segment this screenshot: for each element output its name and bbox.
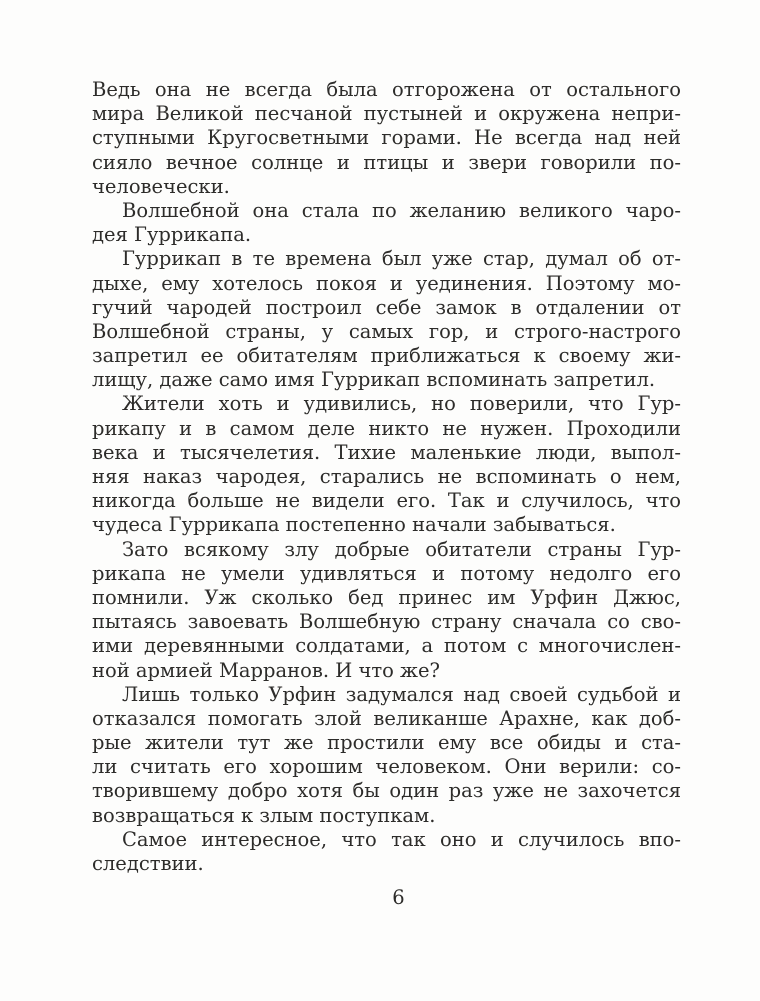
text-line: чудеса Гуррикапа постепенно начали забываться. xyxy=(92,513,616,537)
paragraph xyxy=(92,199,681,247)
text-line: Зато всякому злу добрые обитатели страны Гур- xyxy=(122,537,681,561)
text-line: Жители хоть и удивились, но поверили, что Гур- xyxy=(122,392,681,416)
paragraph xyxy=(92,78,681,199)
text-line: человечески. xyxy=(92,174,230,198)
paragraph xyxy=(92,392,681,537)
text-line: Ведь она не всегда была отгорожена от остального xyxy=(92,78,681,101)
text-line: следствии. xyxy=(92,852,204,875)
text-line: запретил ее обитателям приближаться к своему жи- xyxy=(92,344,681,368)
text-line: ими деревянными солдатами, а потом с многочислен- xyxy=(92,634,681,658)
text-line: няя наказ чародея, старались не вспоминать о нем, xyxy=(92,465,681,488)
text-line: Волшебной она стала по желанию великого чаро- xyxy=(122,198,681,222)
text-line: века и тысячелетия. Тихие маленькие люди, выпол- xyxy=(92,440,681,464)
text-line: пытаясь завоевать Волшебную страну сначала со сво- xyxy=(92,610,681,634)
text-line: рикапа не умели удивляться и потому недолго его xyxy=(92,561,681,585)
text-line: помнили. Уж сколько бед принес им Урфин Джюс, xyxy=(92,585,681,609)
text-line: лищу, даже само имя Гуррикап вспоминать запретил. xyxy=(92,368,656,392)
text-line: гучий чародей построил себе замок в отдалении от xyxy=(92,295,681,319)
text-line: Гуррикап в те времена был уже стар, думал об от- xyxy=(122,247,681,271)
paragraph xyxy=(92,828,681,876)
text-line: отказался помогать злой великанше Арахне, как доб- xyxy=(92,706,681,730)
text-line: дея Гуррикапа. xyxy=(92,223,252,247)
paragraph xyxy=(92,683,681,828)
text-line: ли считать его хорошим человеком. Они верили: со- xyxy=(92,755,681,779)
text-line: дыхе, ему хотелось покоя и уединения. Поэтому мо- xyxy=(92,271,681,295)
text-line: Самое интересное, что так оно и случилось впо- xyxy=(122,827,681,851)
text-line: сияло вечное солнце и птицы и звери говорили по- xyxy=(92,150,681,174)
text-block xyxy=(92,78,681,876)
text-line: Волшебной страны, у самых гор, и строго-настрого xyxy=(92,319,681,343)
text-line: мира Великой песчаной пустыней и окружена непри- xyxy=(92,102,681,126)
text-line: Лишь только Урфин задумался над своей судьбой и xyxy=(122,682,681,706)
text-line: творившему добро хотя бы один раз уже не захочется xyxy=(92,779,681,803)
text-line: никогда больше не видели его. Так и случилось, что xyxy=(92,489,681,513)
text-line: ступными Кругосветными горами. Не всегда над ней xyxy=(92,126,681,150)
paragraph xyxy=(92,247,681,392)
paragraph xyxy=(92,538,681,683)
page-number: 6 xyxy=(392,886,405,909)
text-line: рикапу и в самом деле никто не нужен. Проходили xyxy=(92,416,681,440)
text-line: рые жители тут же простили ему все обиды и ста- xyxy=(92,731,681,755)
text-line: ной армией Марранов. И что же? xyxy=(92,658,440,682)
text-line: возвращаться к злым поступкам. xyxy=(92,803,436,827)
